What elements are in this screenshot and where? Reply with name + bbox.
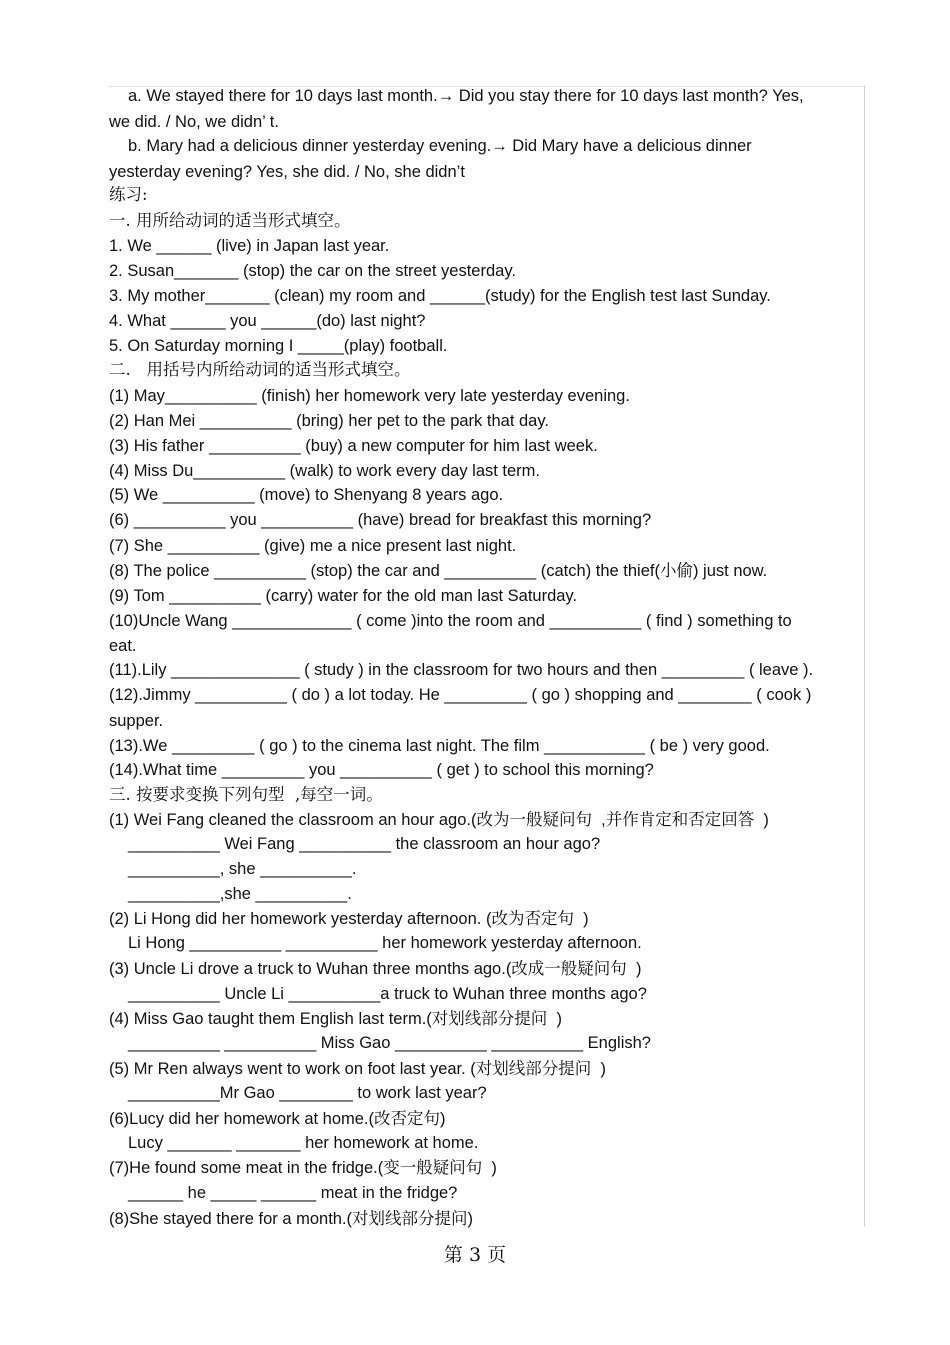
exercise-heading: 练习:	[109, 185, 148, 204]
section-2-item-10-line-1: (10)Uncle Wang _____________ ( come )into the room and __________ ( find ) something to	[109, 612, 792, 630]
page-border-right	[864, 86, 865, 1226]
section-3-item-5-question: (5) Mr Ren always went to work on foot last year. (对划线部分提问 )	[109, 1060, 606, 1078]
example-a-line-2: we did. / No, we didn’ t.	[109, 113, 279, 131]
section-3-item-7-question: (7)He found some meat in the fridge.(变一般疑问句 )	[109, 1159, 497, 1177]
section-3-item-2-question: (2) Li Hong did her homework yesterday afternoon. (改为否定句 )	[109, 910, 589, 928]
section-2-item-1: (1) May__________ (finish) her homework very late yesterday evening.	[109, 387, 630, 405]
section-3-item-3-question: (3) Uncle Li drove a truck to Wuhan three months ago.(改成一般疑问句 )	[109, 960, 642, 978]
section-2-item-8: (8) The police __________ (stop) the car and __________ (catch) the thief(小偷) just now.	[109, 562, 768, 580]
example-b-line-2: yesterday evening? Yes, she did. / No, she didn’t	[109, 163, 465, 181]
section-3-item-1-question: (1) Wei Fang cleaned the classroom an hour ago.(改为一般疑问句 ,并作肯定和否定回答 )	[109, 811, 769, 829]
section-2-item-9: (9) Tom __________ (carry) water for the old man last Saturday.	[109, 587, 578, 605]
section-2-heading: 二. 用括号内所给动词的适当形式填空。	[109, 360, 411, 379]
section-2-item-14: (14).What time _________ you __________ ( get ) to school this morning?	[109, 761, 654, 779]
section-1-item-1: 1. We ______ (live) in Japan last year.	[109, 237, 390, 255]
page-number: 第 3 页	[443, 1244, 507, 1266]
section-3-item-6-question: (6)Lucy did her homework at home.(改否定句)	[109, 1110, 446, 1128]
section-3-item-4-question: (4) Miss Gao taught them English last term.(对划线部分提问 )	[109, 1010, 562, 1028]
section-3-heading: 三. 按要求变换下列句型 ,每空一词。	[109, 785, 383, 804]
section-2-item-13: (13).We _________ ( go ) to the cinema last night. The film ___________ ( be ) very good.	[109, 737, 770, 755]
section-2-item-12-line-2: supper.	[109, 712, 164, 730]
section-3-item-1-answer-2: __________, she __________.	[128, 860, 357, 878]
section-3-item-6-answer: Lucy _______ _______ her homework at home.	[128, 1134, 479, 1152]
section-2-item-2: (2) Han Mei __________ (bring) her pet to the park that day.	[109, 412, 549, 430]
section-2-item-11: (11).Lily ______________ ( study ) in the classroom for two hours and then _________ ( leave ).	[109, 661, 814, 679]
section-3-item-2-answer: Li Hong __________ __________ her homework yesterday afternoon.	[128, 934, 642, 952]
section-2-item-6: (6) __________ you __________ (have) bread for breakfast this morning?	[109, 511, 652, 529]
example-a-line-1: a. We stayed there for 10 days last month.→ Did you stay there for 10 days last month? Yes,	[128, 87, 804, 105]
section-1-item-4: 4. What ______ you ______(do) last night?	[109, 312, 426, 330]
section-3-item-4-answer: __________ __________ Miss Gao __________ __________ English?	[128, 1034, 651, 1052]
section-3-item-1-answer-1: __________ Wei Fang __________ the classroom an hour ago?	[128, 835, 601, 853]
section-2-item-10-line-2: eat.	[109, 637, 137, 655]
section-2-item-7: (7) She __________ (give) me a nice present last night.	[109, 537, 517, 555]
section-3-item-5-answer: __________Mr Gao ________ to work last year?	[128, 1084, 487, 1102]
section-2-item-12-line-1: (12).Jimmy __________ ( do ) a lot today. He _________ ( go ) shopping and ________ ( cook )	[109, 686, 812, 704]
section-1-item-5: 5. On Saturday morning I _____(play) football.	[109, 337, 448, 355]
section-3-item-1-answer-3: __________,she __________.	[128, 885, 352, 903]
section-2-item-5: (5) We __________ (move) to Shenyang 8 years ago.	[109, 486, 504, 504]
section-3-item-3-answer: __________ Uncle Li __________a truck to Wuhan three months ago?	[128, 985, 647, 1003]
example-b-line-1: b. Mary had a delicious dinner yesterday evening.→ Did Mary have a delicious dinner	[128, 137, 752, 155]
section-3-item-7-answer: ______ he _____ ______ meat in the fridge?	[128, 1184, 458, 1202]
section-1-item-2: 2. Susan_______ (stop) the car on the street yesterday.	[109, 262, 516, 280]
section-1-heading: 一. 用所给动词的适当形式填空。	[109, 211, 351, 230]
section-2-item-3: (3) His father __________ (buy) a new computer for him last week.	[109, 437, 598, 455]
section-1-item-3: 3. My mother_______ (clean) my room and ______(study) for the English test last Sunday.	[109, 287, 771, 305]
section-3-item-8-question: (8)She stayed there for a month.(对划线部分提问)	[109, 1210, 474, 1228]
section-2-item-4: (4) Miss Du__________ (walk) to work every day last term.	[109, 462, 540, 480]
